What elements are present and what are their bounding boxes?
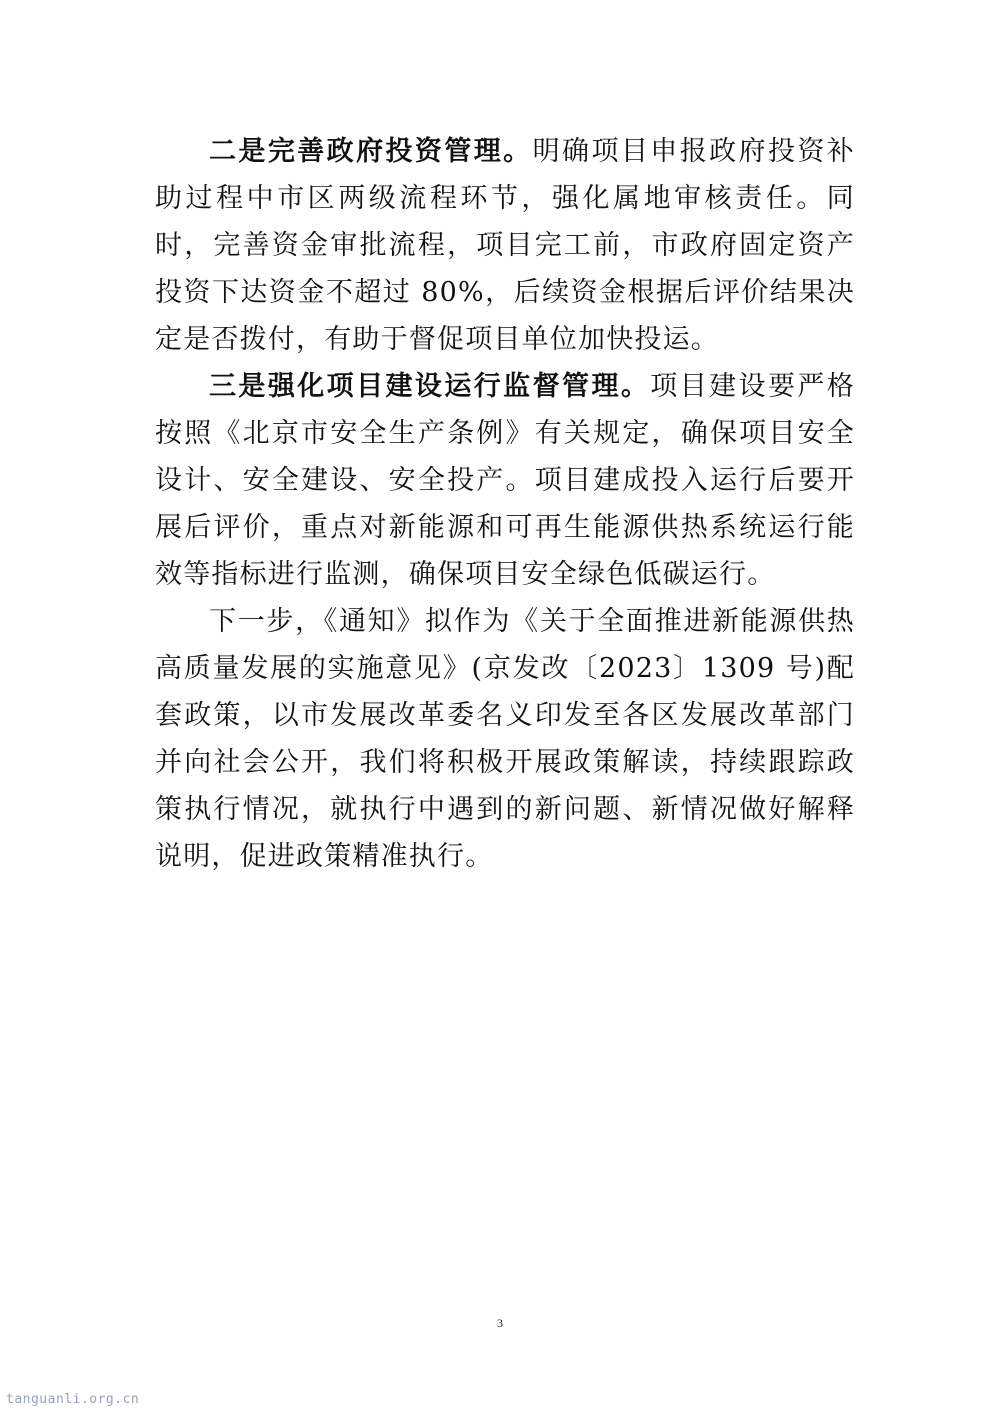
paragraph-supervision-management bbox=[155, 363, 855, 598]
paragraph-text: 项目建设要严格按照《北京市安全生产条例》有关规定，确保项目安全设计、安全建设、安全投产。项目建成投入运行后要开展后评价，重点对新能源和可再生能源供热系统运行能效等指标进行监测，确保项目安全绿色低碳运行。 bbox=[155, 371, 855, 590]
document-body bbox=[155, 128, 855, 880]
paragraph-text: 明确项目申报政府投资补助过程中市区两级流程环节，强化属地审核责任。同时，完善资金审批流程，项目完工前，市政府固定资产投资下达资金不超过 80%，后续资金根据后评价结果决定是否拨付，有助于督促项目单位加快投运。 bbox=[155, 136, 855, 355]
paragraph-text: 下一步，《通知》拟作为《关于全面推进新能源供热高质量发展的实施意见》(京发改〔2023〕1309 号)配套政策，以市发展改革委名义印发至各区发展改革部门并向社会公开，我们将积极开展政策解读，持续跟踪政策执行情况，就执行中遇到的新问题、新情况做好解释说明，促进政策精准执行。 bbox=[155, 606, 855, 872]
page-number: 3 bbox=[497, 1316, 503, 1330]
watermark: tanguanli.org.cn bbox=[6, 1392, 140, 1407]
paragraph-heading: 三是强化项目建设运行监督管理。 bbox=[209, 371, 651, 402]
paragraph-heading: 二是完善政府投资管理。 bbox=[209, 136, 533, 167]
paragraph-next-steps bbox=[155, 598, 855, 880]
paragraph-investment-management bbox=[155, 128, 855, 363]
